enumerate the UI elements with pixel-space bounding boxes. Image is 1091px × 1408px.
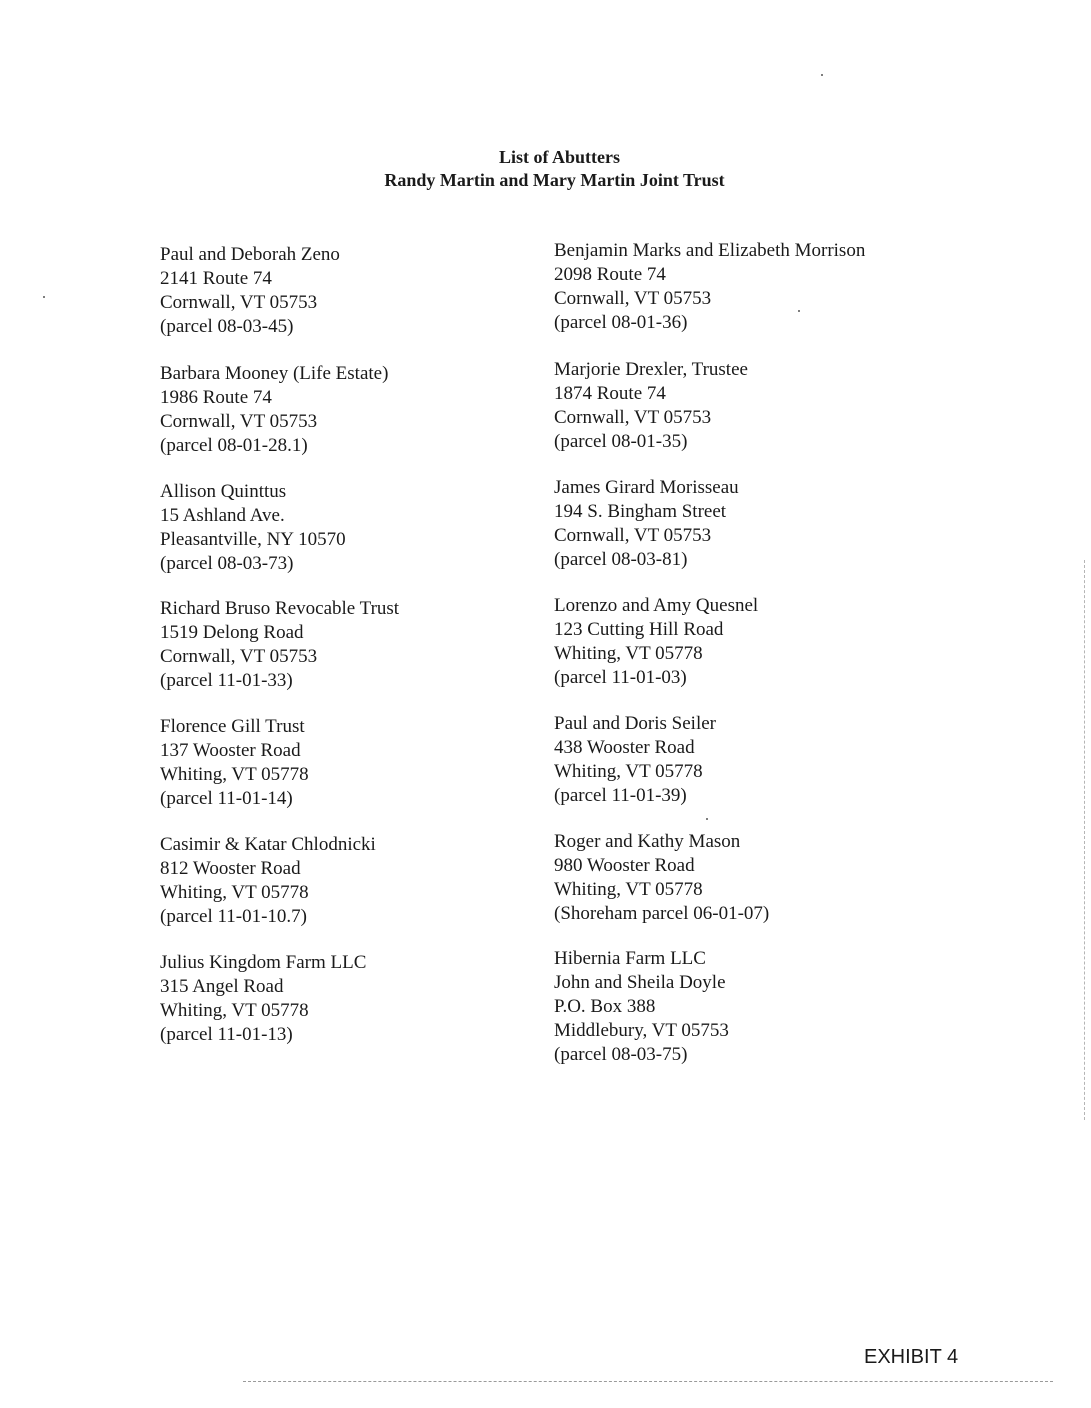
abutter-street: 1874 Route 74 — [554, 383, 666, 404]
abutter-name: Paul and Doris Seiler — [554, 713, 717, 734]
abutter-entry — [554, 239, 865, 335]
abutter-street: 137 Wooster Road — [160, 740, 301, 761]
abutter-name: Julius Kingdom Farm LLC — [160, 952, 367, 973]
abutter-entry — [160, 362, 388, 458]
scan-speck — [43, 296, 45, 298]
abutter-city: Cornwall, VT 05753 — [160, 646, 318, 667]
abutter-city: Cornwall, VT 05753 — [554, 525, 712, 546]
abutter-name: Lorenzo and Amy Quesnel — [554, 595, 759, 616]
abutter-street: 1519 Delong Road — [160, 622, 304, 643]
abutter-street: 315 Angel Road — [160, 976, 284, 997]
abutter-entry — [554, 594, 758, 690]
exhibit-label: EXHIBIT 4 — [864, 1346, 959, 1368]
abutter-parcel: (parcel 08-01-28.1) — [160, 435, 308, 456]
abutter-name: Marjorie Drexler, Trustee — [554, 359, 748, 380]
abutter-city: Pleasantville, NY 10570 — [160, 529, 346, 550]
abutter-parcel: (Shoreham parcel 06-01-07) — [554, 903, 770, 924]
abutter-street: 1986 Route 74 — [160, 387, 272, 408]
abutter-name: James Girard Morisseau — [554, 477, 739, 498]
scan-artifact-line — [243, 1381, 1053, 1382]
abutter-parcel: (parcel 11-01-39) — [554, 785, 687, 806]
abutter-entry — [160, 715, 309, 811]
scan-speck — [706, 818, 708, 820]
abutter-name: Allison Quinttus — [160, 481, 287, 502]
abutter-entry — [160, 833, 376, 929]
abutter-city: Whiting, VT 05778 — [554, 879, 703, 900]
abutter-city: Cornwall, VT 05753 — [554, 288, 712, 309]
abutter-name: Richard Bruso Revocable Trust — [160, 598, 400, 619]
scan-speck — [821, 74, 823, 76]
abutter-name: Roger and Kathy Mason — [554, 831, 741, 852]
abutter-parcel: (parcel 08-03-73) — [160, 553, 294, 574]
abutter-city: Whiting, VT 05778 — [554, 761, 703, 782]
abutter-street: 438 Wooster Road — [554, 737, 695, 758]
abutter-city: Cornwall, VT 05753 — [160, 411, 318, 432]
abutter-parcel: (parcel 11-01-14) — [160, 788, 293, 809]
abutter-name: Barbara Mooney (Life Estate) — [160, 363, 389, 384]
abutter-entry — [554, 830, 769, 926]
abutter-city: Whiting, VT 05778 — [160, 882, 309, 903]
abutter-city: Cornwall, VT 05753 — [554, 407, 712, 428]
abutter-street: P.O. Box 388 — [554, 996, 656, 1017]
abutter-street: 980 Wooster Road — [554, 855, 695, 876]
abutter-parcel: (parcel 08-01-35) — [554, 431, 688, 452]
abutter-parcel: (parcel 11-01-03) — [554, 667, 687, 688]
abutter-city: Whiting, VT 05778 — [160, 1000, 309, 1021]
abutter-entry — [554, 476, 739, 572]
abutter-city: Whiting, VT 05778 — [160, 764, 309, 785]
abutter-entry — [554, 712, 716, 808]
abutter-parcel: (parcel 08-03-75) — [554, 1044, 688, 1065]
abutter-street: 123 Cutting Hill Road — [554, 619, 724, 640]
abutter-parcel: (parcel 08-01-36) — [554, 312, 688, 333]
title-line-1: List of Abutters — [499, 147, 620, 167]
document-title — [0, 146, 1091, 192]
abutter-contact: John and Sheila Doyle — [554, 972, 726, 993]
abutter-entry — [554, 947, 729, 1067]
abutter-city: Whiting, VT 05778 — [554, 643, 703, 664]
abutter-street: 2141 Route 74 — [160, 268, 272, 289]
abutter-city: Middlebury, VT 05753 — [554, 1020, 729, 1041]
title-line-2: Randy Martin and Mary Martin Joint Trust — [384, 170, 725, 190]
abutter-name: Florence Gill Trust — [160, 716, 305, 737]
abutter-city: Cornwall, VT 05753 — [160, 292, 318, 313]
abutter-name: Benjamin Marks and Elizabeth Morrison — [554, 240, 866, 261]
abutter-entry — [160, 951, 366, 1047]
abutter-entry — [160, 480, 346, 576]
abutter-entry — [554, 358, 748, 454]
scan-edge-artifact — [1084, 560, 1085, 1120]
abutter-street: 2098 Route 74 — [554, 264, 666, 285]
abutter-parcel: (parcel 11-01-33) — [160, 670, 293, 691]
abutter-parcel: (parcel 08-03-81) — [554, 549, 688, 570]
abutter-name: Paul and Deborah Zeno — [160, 244, 340, 265]
abutter-parcel: (parcel 08-03-45) — [160, 316, 294, 337]
abutter-parcel: (parcel 11-01-13) — [160, 1024, 293, 1045]
abutter-entry — [160, 597, 399, 693]
scan-speck — [798, 310, 800, 312]
abutter-name: Hibernia Farm LLC — [554, 948, 706, 969]
abutter-name: Casimir & Katar Chlodnicki — [160, 834, 376, 855]
abutter-street: 812 Wooster Road — [160, 858, 301, 879]
abutter-entry — [160, 243, 340, 339]
abutter-street: 194 S. Bingham Street — [554, 501, 727, 522]
abutter-parcel: (parcel 11-01-10.7) — [160, 906, 308, 927]
abutter-street: 15 Ashland Ave. — [160, 505, 285, 526]
